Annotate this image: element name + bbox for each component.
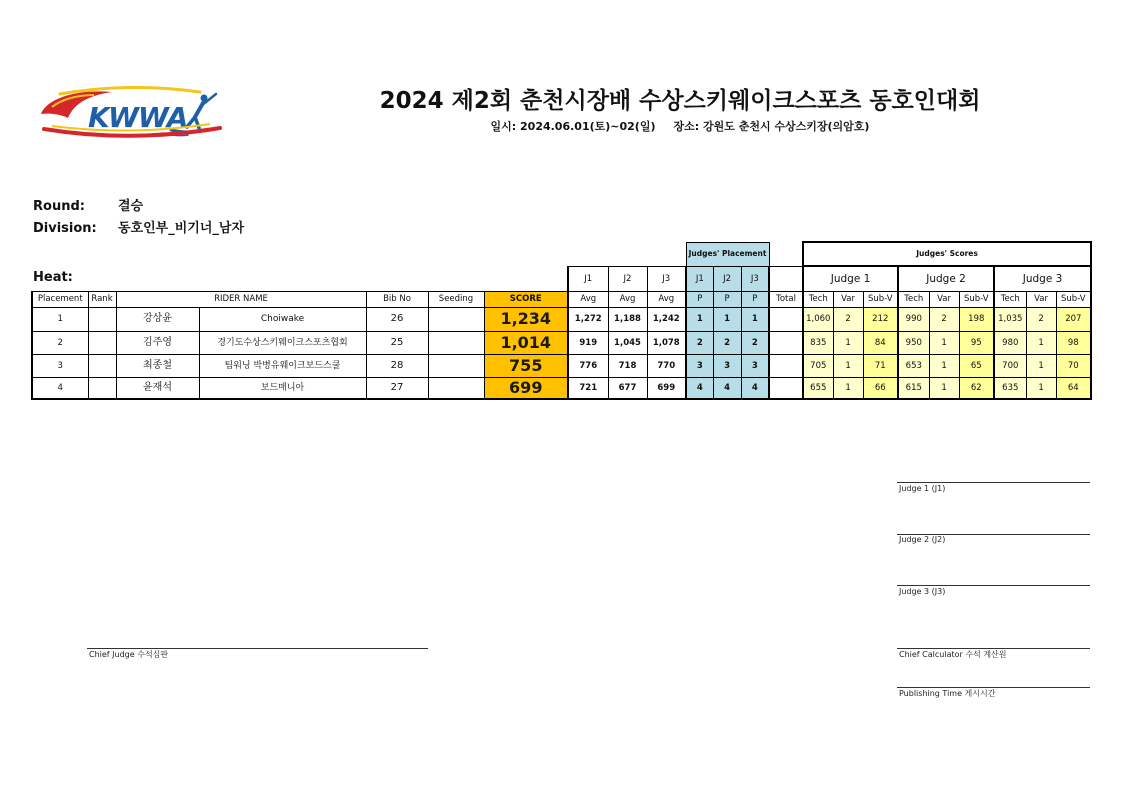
chief-calculator-signature-line — [897, 648, 1090, 649]
heat-label: Heat: — [33, 270, 73, 285]
judge3-tech-cell: 700 — [994, 354, 1026, 377]
var-header: Var — [833, 291, 863, 307]
placement-cell: 1 — [32, 307, 88, 331]
rider-name-cell: 윤재석 — [116, 377, 199, 399]
judge3-subv-cell: 98 — [1056, 331, 1091, 354]
judge1-subv-cell: 66 — [863, 377, 898, 399]
result-row — [32, 354, 1091, 377]
subv-header: Sub-V — [1056, 291, 1091, 307]
column-header-row — [32, 291, 1091, 307]
rider-name-cell: 강상윤 — [116, 307, 199, 331]
judge2-tech-cell: 990 — [898, 307, 929, 331]
round-value: 결승 — [118, 199, 144, 214]
judge1-var-cell: 1 — [833, 377, 863, 399]
results-table — [31, 241, 1092, 400]
placement-j3-cell: 4 — [741, 377, 769, 399]
total-header: Total — [769, 291, 803, 307]
judge1-signature-label: Judge 1 (J1) — [899, 484, 946, 493]
judge1-var-cell: 2 — [833, 307, 863, 331]
round-label: Round: — [33, 199, 85, 214]
group-header-row — [32, 242, 1091, 266]
judge2-subv-cell: 62 — [959, 377, 994, 399]
event-subtitle — [280, 120, 1080, 134]
judge3-subv-cell: 207 — [1056, 307, 1091, 331]
publishing-time-line — [897, 687, 1090, 688]
p-header: P — [686, 291, 713, 307]
score-cell: 699 — [484, 377, 568, 399]
seeding-cell — [428, 354, 484, 377]
p-header: P — [741, 291, 769, 307]
total-spacer — [769, 266, 803, 291]
judge1-tech-cell: 835 — [803, 331, 833, 354]
result-row — [32, 307, 1091, 331]
judge3-subv-cell: 70 — [1056, 354, 1091, 377]
rider-name-cell: 최종철 — [116, 354, 199, 377]
avg-j1-cell: 1,272 — [568, 307, 608, 331]
judge2-subv-cell: 95 — [959, 331, 994, 354]
judge2-tech-cell: 950 — [898, 331, 929, 354]
division-label: Division: — [33, 221, 97, 236]
judge2-var-cell: 1 — [929, 331, 959, 354]
judge2-subv-cell: 65 — [959, 354, 994, 377]
judge3-header: Judge 3 — [994, 266, 1091, 291]
judge2-tech-cell: 615 — [898, 377, 929, 399]
judge-header-row — [32, 266, 1091, 291]
placement-j2-header: J2 — [713, 266, 741, 291]
chief-calculator-signature-label: Chief Calculator 수석 계산원 — [899, 650, 1007, 659]
judge1-signature-line — [897, 482, 1090, 483]
result-row — [32, 331, 1091, 354]
rank-cell — [88, 307, 116, 331]
avg-j2-header: J2 — [608, 266, 647, 291]
avg-j1-cell: 776 — [568, 354, 608, 377]
judge3-tech-cell: 1,035 — [994, 307, 1026, 331]
judge3-var-cell: 2 — [1026, 307, 1056, 331]
avg-header: Avg — [608, 291, 647, 307]
var-header: Var — [929, 291, 959, 307]
avg-j1-cell: 721 — [568, 377, 608, 399]
seeding-cell — [428, 377, 484, 399]
placement-j2-cell: 2 — [713, 331, 741, 354]
avg-j1-header: J1 — [568, 266, 608, 291]
total-cell — [769, 377, 803, 399]
judge3-var-cell: 1 — [1026, 331, 1056, 354]
seeding-header: Seeding — [428, 291, 484, 307]
placement-j3-header: J3 — [741, 266, 769, 291]
team-cell: 보드매니아 — [199, 377, 366, 399]
avg-j3-cell: 699 — [647, 377, 686, 399]
placement-cell: 3 — [32, 354, 88, 377]
judge1-subv-cell: 212 — [863, 307, 898, 331]
avg-j3-cell: 1,078 — [647, 331, 686, 354]
total-cell — [769, 354, 803, 377]
judge1-var-cell: 1 — [833, 354, 863, 377]
tech-header: Tech — [898, 291, 929, 307]
seeding-cell — [428, 331, 484, 354]
result-row — [32, 377, 1091, 399]
seeding-cell — [428, 307, 484, 331]
avg-j2-cell: 718 — [608, 354, 647, 377]
bib-header: Bib No — [366, 291, 428, 307]
judges-placement-header: Judges' Placement — [686, 242, 769, 266]
team-cell: Choiwake — [199, 307, 366, 331]
judge3-tech-cell: 980 — [994, 331, 1026, 354]
judge3-var-cell: 1 — [1026, 377, 1056, 399]
var-header: Var — [1026, 291, 1056, 307]
placement-j3-cell: 1 — [741, 307, 769, 331]
event-title: 2024 제2회 춘천시장배 수상스키웨이크스포츠 동호인대회 — [379, 88, 981, 114]
judge3-subv-cell: 64 — [1056, 377, 1091, 399]
judge1-tech-cell: 705 — [803, 354, 833, 377]
bib-cell: 27 — [366, 377, 428, 399]
avg-j2-cell: 677 — [608, 377, 647, 399]
judge2-subv-cell: 198 — [959, 307, 994, 331]
placement-j1-cell: 2 — [686, 331, 713, 354]
subv-header: Sub-V — [863, 291, 898, 307]
placement-j3-cell: 2 — [741, 331, 769, 354]
judge2-var-cell: 2 — [929, 307, 959, 331]
judge1-header: Judge 1 — [803, 266, 898, 291]
team-cell: 경기도수상스키웨이크스포츠협회 — [199, 331, 366, 354]
logo-lettering: KWWA — [88, 101, 188, 134]
judge2-signature-label: Judge 2 (J2) — [899, 535, 946, 544]
rider-name-cell: 김주영 — [116, 331, 199, 354]
rank-cell — [88, 377, 116, 399]
score-cell: 1,014 — [484, 331, 568, 354]
placement-j1-header: J1 — [686, 266, 713, 291]
rank-header: Rank — [88, 291, 116, 307]
rider-name-header: RIDER NAME — [116, 291, 366, 307]
placement-j3-cell: 3 — [741, 354, 769, 377]
judge1-tech-cell: 1,060 — [803, 307, 833, 331]
avg-header: Avg — [647, 291, 686, 307]
event-venue: 장소: 강원도 춘천시 수상스키장(의암호) — [673, 120, 870, 133]
event-date: 일시: 2024.06.01(토)~02(일) — [490, 120, 656, 133]
placement-cell: 2 — [32, 331, 88, 354]
placement-header: Placement — [32, 291, 88, 307]
placement-j2-cell: 1 — [713, 307, 741, 331]
placement-j1-cell: 4 — [686, 377, 713, 399]
tech-header: Tech — [994, 291, 1026, 307]
avg-j1-cell: 919 — [568, 331, 608, 354]
avg-j3-header: J3 — [647, 266, 686, 291]
judge3-tech-cell: 635 — [994, 377, 1026, 399]
subv-header: Sub-V — [959, 291, 994, 307]
judge1-tech-cell: 655 — [803, 377, 833, 399]
judge2-var-cell: 1 — [929, 377, 959, 399]
bib-cell: 25 — [366, 331, 428, 354]
total-cell — [769, 307, 803, 331]
avg-j2-cell: 1,045 — [608, 331, 647, 354]
placement-j1-cell: 1 — [686, 307, 713, 331]
bib-cell: 28 — [366, 354, 428, 377]
judge1-var-cell: 1 — [833, 331, 863, 354]
p-header: P — [713, 291, 741, 307]
tech-header: Tech — [803, 291, 833, 307]
kwwa-logo — [38, 83, 228, 141]
score-cell: 755 — [484, 354, 568, 377]
judge3-var-cell: 1 — [1026, 354, 1056, 377]
judge1-subv-cell: 84 — [863, 331, 898, 354]
placement-j2-cell: 4 — [713, 377, 741, 399]
placement-cell: 4 — [32, 377, 88, 399]
avg-header: Avg — [568, 291, 608, 307]
judge2-var-cell: 1 — [929, 354, 959, 377]
rank-cell — [88, 354, 116, 377]
avg-j3-cell: 770 — [647, 354, 686, 377]
score-cell: 1,234 — [484, 307, 568, 331]
judges-scores-header: Judges' Scores — [803, 242, 1091, 266]
total-cell — [769, 331, 803, 354]
chief-judge-signature-label: Chief Judge 수석심판 — [89, 650, 169, 659]
publishing-time-label: Publishing Time 게시시간 — [899, 689, 996, 698]
judge2-tech-cell: 653 — [898, 354, 929, 377]
judge2-header: Judge 2 — [898, 266, 994, 291]
judge1-subv-cell: 71 — [863, 354, 898, 377]
avg-j2-cell: 1,188 — [608, 307, 647, 331]
placement-j1-cell: 3 — [686, 354, 713, 377]
judge3-signature-label: Judge 3 (J3) — [899, 587, 946, 596]
team-cell: 팀워닝 박병유웨이크보드스쿨 — [199, 354, 366, 377]
division-value: 동호인부_비기너_남자 — [118, 221, 245, 236]
placement-j2-cell: 3 — [713, 354, 741, 377]
avg-j3-cell: 1,242 — [647, 307, 686, 331]
rank-cell — [88, 331, 116, 354]
judge3-signature-line — [897, 585, 1090, 586]
chief-judge-signature-line — [87, 648, 428, 649]
bib-cell: 26 — [366, 307, 428, 331]
score-header: SCORE — [484, 291, 568, 307]
